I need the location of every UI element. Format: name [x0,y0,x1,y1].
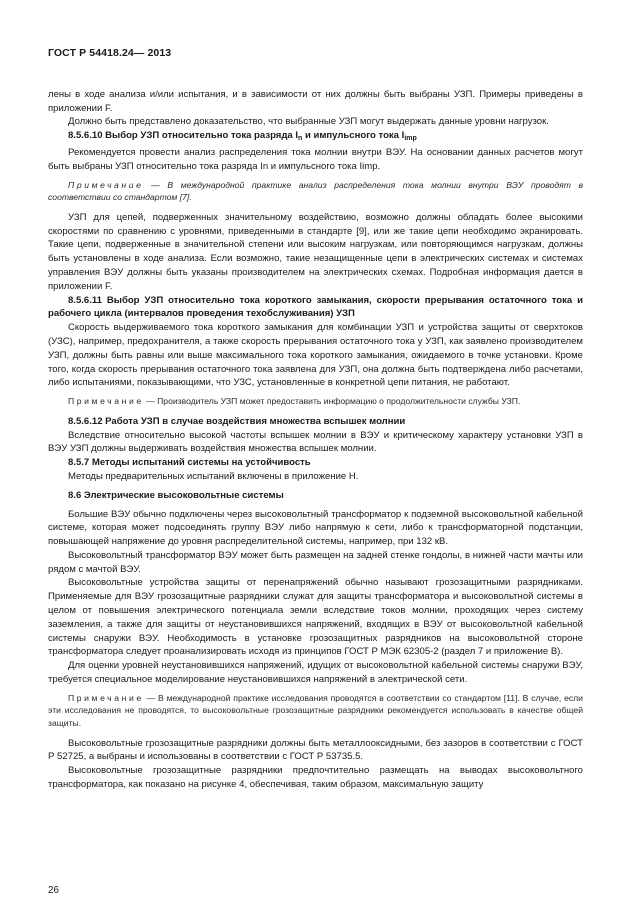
paragraph: Высоковольтные грозозащитные разрядники предпочтительно размещать на выводах высоковольтного трансформатора, как показано на рисунке 4, обеспечивая, таким образом, максимальную защиту [48,765,583,791]
paragraph: Методы предварительных испытаний включены в приложение Н. [68,470,359,482]
note [48,179,583,204]
paragraph: Большие ВЭУ обычно подключены через высоковольтный трансформатор к подземной высоковольтной кабельной системе, которая может подсоединять группу ВЭУ либо напрямую к сети, либо к трансформаторной подстанции, повышающей напряжение до уровня распределительной системы, например, при 132 кВ. [48,508,583,548]
note [48,692,583,730]
paragraph: Высоковольтный трансформатор ВЭУ может быть размещен на задней стенке гондолы, в нижней части мачты или рядом с мачтой ВЭУ. [48,549,583,575]
section-heading-8-5-7: 8.5.7 Методы испытаний системы на устойчивость [68,457,311,469]
section-heading-8-6: 8.6 Электрические высоковольтные системы [68,489,284,501]
note-label: Примечание [68,396,144,407]
note-label: Примечание [68,692,144,703]
heading-subscript: imp [404,135,417,143]
heading-text: и импульсного тока I [302,130,405,142]
note-text: — В международной практике анализ распределения тока молнии внутри ВЭУ проводят в соответствии со стандартом [7]. [48,179,583,203]
paragraph: Скорость выдерживаемого тока короткого замыкания для комбинации УЗП и устройства защиты от сверхтоков (УЗС), например, предохранителя, а также скорость прерывания остаточного тока у УЗП, как заявлено производителем УЗП, должны быть равны или выше максимального тока короткого замыкания, ожидаемого в точке установки. Кроме того, когда скорость прерывания остаточного тока заявлена для УЗП, она должна быть подтверждена либо расчетами, либо испытаниями, показывающими, что УЗС, установленные в конкретной цепи питания, не работают. [48,322,583,389]
paragraph: Должно быть представлено доказательство, что выбранные УЗП могут выдержать данные уровни нагрузок. [68,116,549,128]
note-text: — Производитель УЗП может предоставить информацию о продолжительности службы УЗП. [143,396,521,407]
paragraph: лены в ходе анализа и/или испытания, и в зависимости от них должны быть выбраны УЗП. Примеры приведены в приложении F. [48,88,583,114]
section-heading-8-5-6-12: 8.5.6.12 Работа УЗП в случае воздействия множества вспышек молнии [68,415,406,427]
paragraph: Высоковольтные грозозащитные разрядники должны быть металлооксидными, без зазоров в соответствии с ГОСТ Р 52725, а выбраны и использованы в соответствии с ГОСТ Р 53735.5. [48,737,583,763]
paragraph: Для оценки уровней неустановившихся напряжений, идущих от высоковольтной кабельной системы снаружи ВЭУ, требуется специальное моделирование неустановившихся напряжений в электрической сети. [48,660,583,686]
paragraph: Вследствие относительно высокой частоты вспышек молнии в ВЭУ и критическому характеру установки УЗП в ВЭУ УЗП должны выдерживать воздействия множества вспышек молнии. [48,429,583,455]
note-label: Примечание [68,179,144,190]
page-number: 26 [48,885,59,896]
paragraph: Рекомендуется провести анализ распределения тока молнии внутри ВЭУ. На основании данных расчетов могут быть выбраны УЗП относительно тока разряда In и импульсного тока Iimp. [48,146,583,172]
section-heading-8-5-6-10 [48,129,583,146]
standard-header: ГОСТ Р 54418.24— 2013 [48,47,172,59]
heading-text: 8.5.6.10 Выбор УЗП относительно тока разряда I [68,130,299,142]
section-heading-8-5-6-11: 8.5.6.11 Выбор УЗП относительно тока короткого замыкания, скорости прерывания остаточного тока и рабочего цикла (интервалов проведения техобслуживания) УЗП [48,294,583,320]
note-text: — В международной практике исследования проводятся в соответствии со стандартом [11]. В случае, если эти исследования не проводятся, то высоковольтные грозозащитные разрядники рекомендуется использовать в качестве общей защиты. [48,692,583,729]
note [48,395,583,408]
heading-subscript: n [298,135,303,143]
paragraph: Высоковольтные устройства защиты от перенапряжений обычно называют грозозащитными разрядниками. Применяемые для ВЭУ грозозащитные разрядники служат для защиты трансформатора и высоковольтной системы в целом от повышения электрического потенциала земли вследствие токов молнии, проходящих через систему заземления, а также для защиты от неустановившихся напряжений, входящих в ВЭУ от высоковольтной кабельной системы снаружи ВЭУ. Необходимость в установке грозозащитных разрядников на высоковольтной стороне трансформатора следует проанализировать исходя из принципов ГОСТ Р МЭК 62305-2 (раздел 7 и приложение В). [48,577,583,658]
paragraph: УЗП для цепей, подверженных значительному воздействию, возможно должны обладать более высокими скоростями по сравнению с уровнями, приведенными в стандарте [9], или же такие цепи необходимо экранировать. Такие цепи, подверженные в значительной степени или высоким нагрузкам, или повторяющимся нагрузкам, должны быть установлены в ходе анализа. Если возможно, такие незащищенные цепи в электрических системах и системах управления ВЭУ должны быть указаны производителем на электрических схемах. Подробная информация дается в приложении F. [48,211,583,292]
